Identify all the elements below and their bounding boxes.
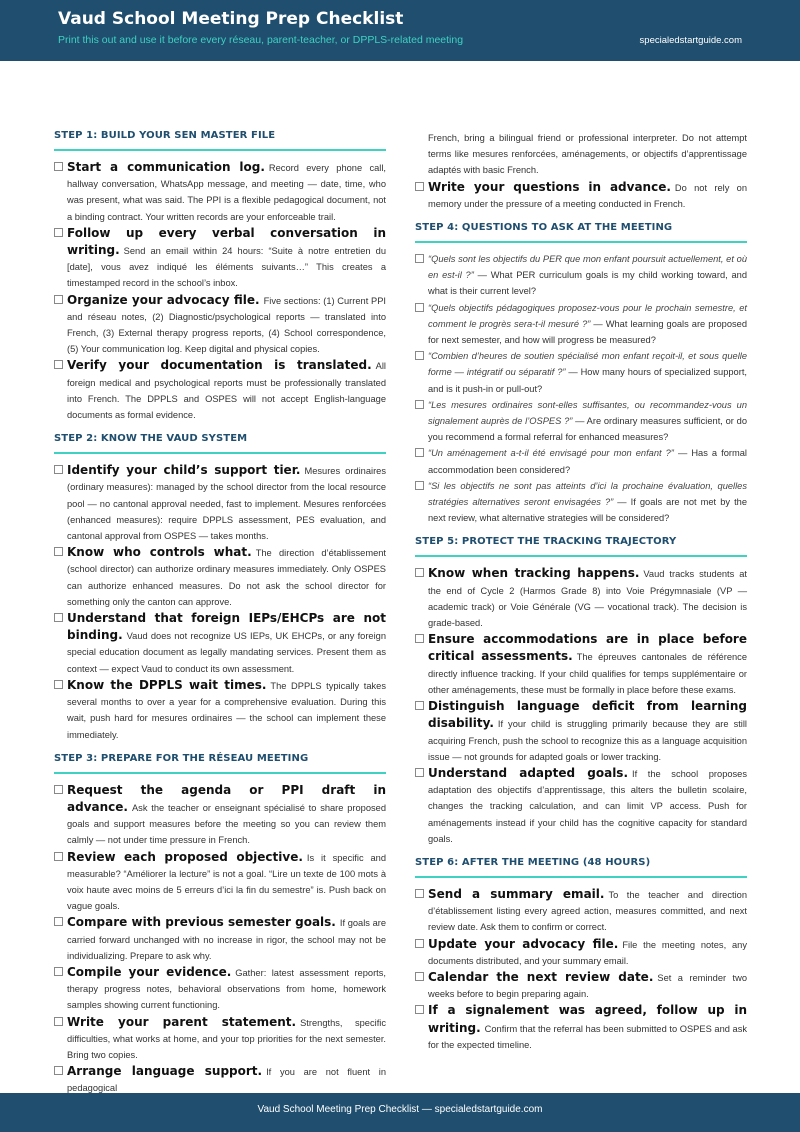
item-lead: Write your parent statement.: [67, 1014, 297, 1029]
item-continuation: French, bring a bilingual friend or professional interpreter. Do not attempt terms like mesures renforcées, aménagements, or objectifs d’apprentissage adaptés with basic French.: [428, 133, 747, 176]
checkbox-icon[interactable]: [54, 852, 63, 861]
checkbox-icon[interactable]: [54, 295, 63, 304]
item-text: If you are not fluent in pedagogical: [67, 1067, 386, 1094]
checklist-item[interactable]: [54, 677, 386, 743]
checkbox-icon[interactable]: [415, 768, 424, 777]
question-english: — Has a formal accommodation been considered?: [428, 448, 747, 475]
checklist-item[interactable]: [54, 159, 386, 225]
item-lead: Arrange language support.: [67, 1064, 263, 1079]
checkbox-icon[interactable]: [54, 967, 63, 976]
checklist-item[interactable]: [54, 225, 386, 292]
item-text: Strengths, specific difficulties, what works at home, and your top priorities for the next semester. Bring two copies.: [67, 1017, 386, 1060]
item-text: Five sections: (1) Current PPI and réseau notes, (2) Diagnostic/psychological reports — translated into French, (3) External therapy progress reports, (4) School correspondence, (5) Your communication log. Keep digital and physical copies.: [67, 295, 386, 355]
item-text: Set a reminder two weeks before to begin preparing again.: [428, 972, 748, 1000]
item-lead: Compile your evidence.: [67, 964, 232, 979]
question-french: “Un aménagement a-t-il été envisagé pour mon enfant ?”: [428, 448, 674, 459]
question-english: — Are ordinary measures sufficient, or do you recommend a formal referral for enhanced measures?: [428, 416, 747, 443]
question-english: — What learning goals are proposed for next semester, and how will progress be measured?: [428, 318, 747, 346]
checkbox-icon[interactable]: [415, 303, 424, 312]
checklist-item[interactable]: [54, 849, 386, 915]
question-item[interactable]: [415, 251, 747, 300]
question-item[interactable]: [415, 397, 747, 446]
checkbox-icon[interactable]: [54, 465, 63, 474]
question-french: “Quels sont les objectifs du PER que mon enfant poursuit actuellement, et où en est-il ?”: [428, 254, 747, 281]
item-text: All foreign medical and psychological reports must be professionally translated into French. The DPPLS and OSPES will not accept English-language documents as formal evidence.: [67, 361, 386, 421]
checkbox-icon[interactable]: [415, 701, 424, 710]
checklist-item[interactable]: [415, 886, 747, 936]
item-lead: Request the agenda or PPI draft in advance.: [67, 782, 386, 814]
checkbox-icon[interactable]: [415, 351, 424, 360]
checkbox-icon[interactable]: [54, 1066, 63, 1075]
item-text: To the teacher and direction d’établissement listing every agreed action, measures committed, and next review date. Ask them to confirm or correct.: [428, 889, 747, 933]
item-lead: If a signalement was agreed, follow up in writing.: [428, 1003, 747, 1035]
checkbox-icon[interactable]: [415, 972, 424, 981]
question-french: “Quels objectifs pédagogiques proposez-vous pour le prochain semestre, et comment le progrès sera-t-il mesuré ?”: [428, 302, 747, 329]
checkbox-icon[interactable]: [415, 1005, 424, 1014]
item-text: If your child is struggling primarily because they are still acquiring French, push the school to recognize this as a language acquisition issue — not grounds for adapted goals or lower tracking.: [428, 719, 747, 762]
item-lead: Calendar the next review date.: [428, 969, 654, 984]
item-lead: Send a summary email.: [428, 886, 605, 901]
checklist-item[interactable]: [415, 765, 747, 847]
question-english: — How many hours of specialized support, and is it push-in or pull-out?: [428, 367, 747, 394]
checklist-item[interactable]: [54, 357, 386, 423]
step-4-title: STEP 4: QUESTIONS TO ASK AT THE MEETING: [415, 222, 747, 243]
page-subtitle: Print this out and use it before every réseau, parent-teacher, or DPPLS-related meeting: [58, 34, 464, 46]
step-5-title: STEP 5: PROTECT THE TRACKING TRAJECTORY: [415, 536, 747, 557]
item-text: Send an email within 24 hours: “Suite à notre entretien du [date], vous avez indiqué les éléments suivants…” This creates a timestamped record in the school’s inbox.: [67, 246, 386, 289]
checklist-item[interactable]: [54, 1063, 386, 1096]
checkbox-icon[interactable]: [54, 613, 63, 622]
question-french: “Si les objectifs ne sont pas atteints d’ici la prochaine évaluation, quelles stratégies alternatives seront envisagées ?”: [428, 480, 747, 508]
step-1-title: STEP 1: BUILD YOUR SEN MASTER FILE: [54, 130, 386, 151]
question-french: “Les mesures ordinaires sont-elles suffisantes, ou recommandez-vous un signalement auprès de l’OSPES ?”: [428, 399, 747, 427]
step-2-title: STEP 2: KNOW THE VAUD SYSTEM: [54, 433, 386, 454]
item-lead: Distinguish language deficit from learning disability.: [428, 699, 747, 731]
question-item[interactable]: [415, 300, 747, 349]
checklist-item[interactable]: [54, 462, 386, 544]
item-lead: Review each proposed objective.: [67, 849, 303, 864]
checklist-item[interactable]: [415, 936, 747, 969]
site-url: specialedstartguide.com: [639, 35, 742, 46]
checkbox-icon[interactable]: [415, 634, 424, 643]
page-title: Vaud School Meeting Prep Checklist: [58, 9, 404, 29]
checklist-item[interactable]: [415, 631, 747, 698]
item-lead: Understand that foreign IEPs/EHCPs are not binding.: [67, 611, 386, 643]
checklist-item[interactable]: [54, 610, 386, 677]
question-english: — If goals are not met by the next review, what alternative strategies will be considered?: [428, 497, 747, 524]
checklist-item[interactable]: [415, 969, 747, 1002]
item-lead: Know when tracking happens.: [428, 566, 640, 581]
checklist-item[interactable]: [54, 782, 386, 849]
item-lead: Identify your child’s support tier.: [67, 463, 301, 478]
step-3-title: STEP 3: PREPARE FOR THE RÉSEAU MEETING: [54, 753, 386, 774]
item-text: Mesures ordinaires (ordinary measures): managed by the school director from the local resource pool — no cantonal approval needed, fast to implement. Mesures renforcées (enhanced measures): require DPPLS assessment, PES evaluation, and cantonal approval from OSPES — takes months.: [67, 466, 386, 542]
checkbox-icon[interactable]: [54, 680, 63, 689]
checkbox-icon[interactable]: [54, 547, 63, 556]
item-lead: Compare with previous semester goals.: [67, 915, 336, 930]
checklist-item[interactable]: [54, 964, 386, 1014]
checkbox-icon[interactable]: [415, 889, 424, 898]
step-6-title: STEP 6: AFTER THE MEETING (48 HOURS): [415, 857, 747, 878]
checkbox-icon[interactable]: [54, 360, 63, 369]
checkbox-icon[interactable]: [54, 1017, 63, 1026]
checkbox-icon[interactable]: [54, 228, 63, 237]
checkbox-icon[interactable]: [415, 568, 424, 577]
item-text: Ask the teacher or enseignant spécialisé to share proposed goals and support measures before the meeting so you can review them calmly — not under time pressure in French.: [67, 802, 386, 846]
question-french: “Combien d’heures de soutien spécialisé mon enfant reçoit-il, et sous quelle forme — intégratif ou séparatif ?”: [428, 351, 747, 378]
item-text: Do not rely on memory under the pressure of a meeting conducted in French.: [428, 182, 747, 209]
checkbox-icon[interactable]: [415, 939, 424, 948]
item-text: The épreuves cantonales de référence directly influence tracking. If your child qualifies for temps supplémentaire or other aménagements, these must be formally in place before these exams.: [428, 652, 747, 695]
item-lead: Understand adapted goals.: [428, 765, 629, 780]
item-lead: Ensure accommodations are in place before critical assessments.: [428, 632, 747, 664]
item-lead: Write your questions in advance.: [428, 179, 671, 194]
checklist-item[interactable]: [54, 914, 386, 964]
checklist-item[interactable]: [415, 565, 747, 631]
page-header: [0, 0, 800, 61]
item-text: If the school proposes adaptation des objectifs d’apprentissage, this alters the bulletin scolaire, changes the tracking calculation, and can limit VP access. Push for aménagements instead if your child has the cognitive capacity for standard goals.: [428, 768, 748, 844]
checkbox-icon[interactable]: [415, 448, 424, 457]
checklist-item[interactable]: [415, 179, 747, 212]
item-text: Record every phone call, hallway conversation, WhatsApp message, and meeting — date, time, who was present, what was said. The PPI is a flexible pedagogical document, not a binding contract. Your written records are your enforceable trail.: [67, 163, 386, 222]
item-lead: Organize your advocacy file.: [67, 292, 260, 307]
checklist-item[interactable]: [54, 544, 386, 610]
item-lead: Start a communication log.: [67, 160, 265, 174]
item-text: Is it specific and measurable? “Améliorer la lecture” is not a goal. “Lire un texte de 100 mots à voix haute avec moins de 5 erreurs d’ici la fin du semestre” is. Push back on vague goals.: [67, 852, 386, 912]
checkbox-icon[interactable]: [415, 254, 424, 263]
checkbox-icon[interactable]: [54, 162, 63, 171]
item-lead: Follow up every verbal conversation in writing.: [67, 225, 386, 258]
checklist-item[interactable]: [415, 698, 747, 765]
question-english: — What PER curriculum goals is my child working toward, and what is their current level?: [428, 270, 747, 297]
item-text: The DPPLS typically takes several months to over a year for a comprehensive evaluation. During this wait, push hard for mesures ordinaires — the school can implement these immediately.: [67, 680, 386, 740]
checkbox-icon[interactable]: [415, 400, 424, 409]
item-text: Vaud tracks students at the end of Cycle 2 (Harmos Grade 8) into Voie Prégymnasiale (VP — academic track) or Voie Générale (VG — vocational track). The decision is grade-based.: [428, 569, 747, 629]
item-text: The direction d’établissement (school director) can authorize ordinary measures immediately. Only OSPES can authorize enhanced measures. Do not ask the school director for something only the canton can approve.: [67, 548, 386, 607]
item-lead: Verify your documentation is translated.: [67, 358, 372, 373]
item-text: Gather: latest assessment reports, therapy progress notes, behavioral observations from home, homework samples showing current functioning.: [67, 967, 386, 1011]
item-text: Vaud does not recognize US IEPs, UK EHCPs, or any foreign special education document as legally mandating services. Present them as context — expect Vaud to conduct its own assessment.: [67, 631, 386, 674]
question-item[interactable]: [415, 348, 747, 397]
checkbox-icon[interactable]: [54, 917, 63, 926]
checklist-item[interactable]: [415, 1002, 747, 1053]
checkbox-icon[interactable]: [415, 182, 424, 191]
question-item[interactable]: [415, 445, 747, 477]
left-column: [54, 130, 386, 1097]
item-lead: Know the DPPLS wait times.: [67, 677, 267, 692]
checklist-item[interactable]: [54, 1014, 386, 1064]
item-lead: Know who controls what.: [67, 545, 252, 560]
item-text: File the meeting notes, any documents distributed, and your summary email.: [428, 939, 747, 966]
checklist-item[interactable]: [54, 292, 386, 358]
checkbox-icon[interactable]: [415, 481, 424, 490]
question-item[interactable]: [415, 478, 747, 527]
right-column: [415, 130, 747, 1053]
item-text: Confirm that the referral has been submitted to OSPES and ask for the expected timeline.: [428, 1023, 747, 1050]
checkbox-icon[interactable]: [54, 785, 63, 794]
item-lead: Update your advocacy file.: [428, 936, 619, 951]
item-text: If goals are carried forward unchanged with no increase in rigor, the school may not be individualizing. Prepare to ask why.: [67, 918, 386, 961]
page-footer: Vaud School Meeting Prep Checklist — specialedstartguide.com: [0, 1093, 800, 1132]
